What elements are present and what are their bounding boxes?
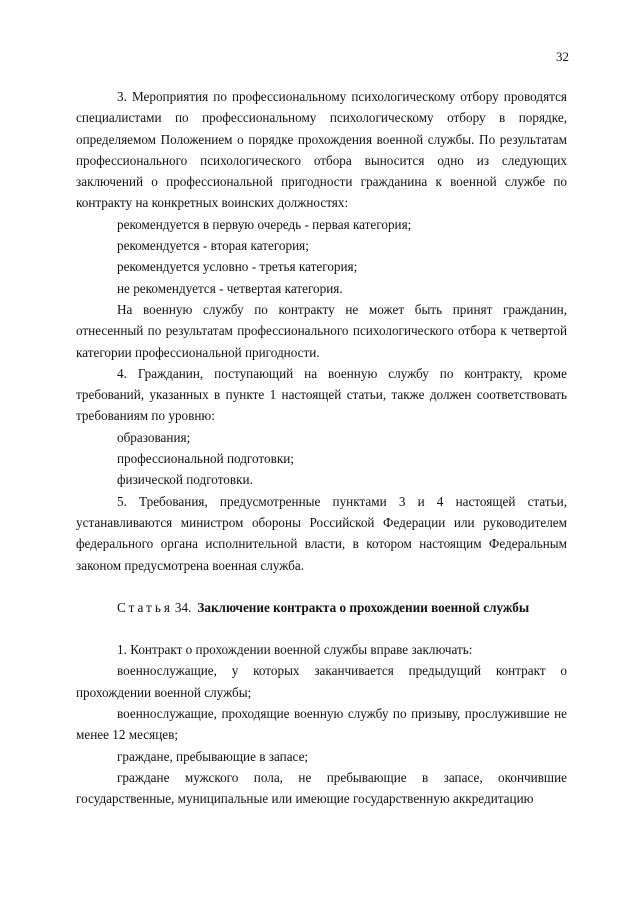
eligible-item: граждане мужского пола, не пребывающие в запасе, окончившие государственные, муниципальные или имеющие государственную аккредитацию [76, 769, 567, 807]
paragraph-4: 4. Гражданин, поступающий на военную службу по контракту, кроме требований, указанных в пункте 1 настоящей статьи, также должен соответствовать требованиям по уровню: [76, 365, 567, 424]
article-number: 34. [174, 599, 192, 615]
category-item: рекомендуется условно - третья категория; [117, 259, 358, 275]
spacer [76, 576, 567, 597]
level-item: профессиональной подготовки; [117, 451, 294, 467]
category-item: не рекомендуется - четвертая категория. [117, 280, 343, 296]
spacer [76, 618, 567, 639]
page-number: 32 [556, 49, 569, 64]
paragraph-5: 5. Требования, предусмотренные пунктами 3 и 4 настоящей статьи, устанавливаются министром обороны Российской Федерации или руководителем федерального органа исполнительной власти, в котором настоящим Федеральным законом предусмотрена военная служба. [76, 493, 567, 573]
document-body [76, 86, 567, 810]
article-title: Заключение контракта о прохождении военной службы [197, 599, 530, 615]
category-item: рекомендуется в первую очередь - первая категория; [117, 216, 412, 232]
article-heading [76, 597, 567, 618]
paragraph-3: 3. Мероприятия по профессиональному психологическому отбору проводятся специалистами по профессиональному психологическому отбору в порядке, определяемом Положением о порядке прохождения военной службы. По результатам профессионального психологического отбора выносится одно из следующих заключений о профессиональной пригодности гражданина к военной службе по контракту на конкретных воинских должностях: [76, 89, 567, 211]
level-item: физической подготовки. [117, 472, 253, 488]
level-item: образования; [117, 429, 191, 445]
paragraph-34-1: 1. Контракт о прохождении военной службы вправе заключать: [117, 642, 473, 658]
eligible-item: военнослужащие, проходящие военную службу по призыву, прослужившие не менее 12 месяцев; [76, 706, 567, 743]
eligible-item: граждане, пребывающие в запасе; [117, 748, 309, 764]
eligible-item: военнослужащие, у которых заканчивается предыдущий контракт о прохождении военной службы; [76, 663, 567, 700]
category-item: рекомендуется - вторая категория; [117, 238, 309, 254]
article-word: Статья [117, 599, 173, 615]
paragraph-not-accepted: На военную службу по контракту не может быть принят гражданин, отнесенный по результатам профессионального психологического отбора к четвертой категории профессиональной пригодности. [76, 301, 567, 360]
